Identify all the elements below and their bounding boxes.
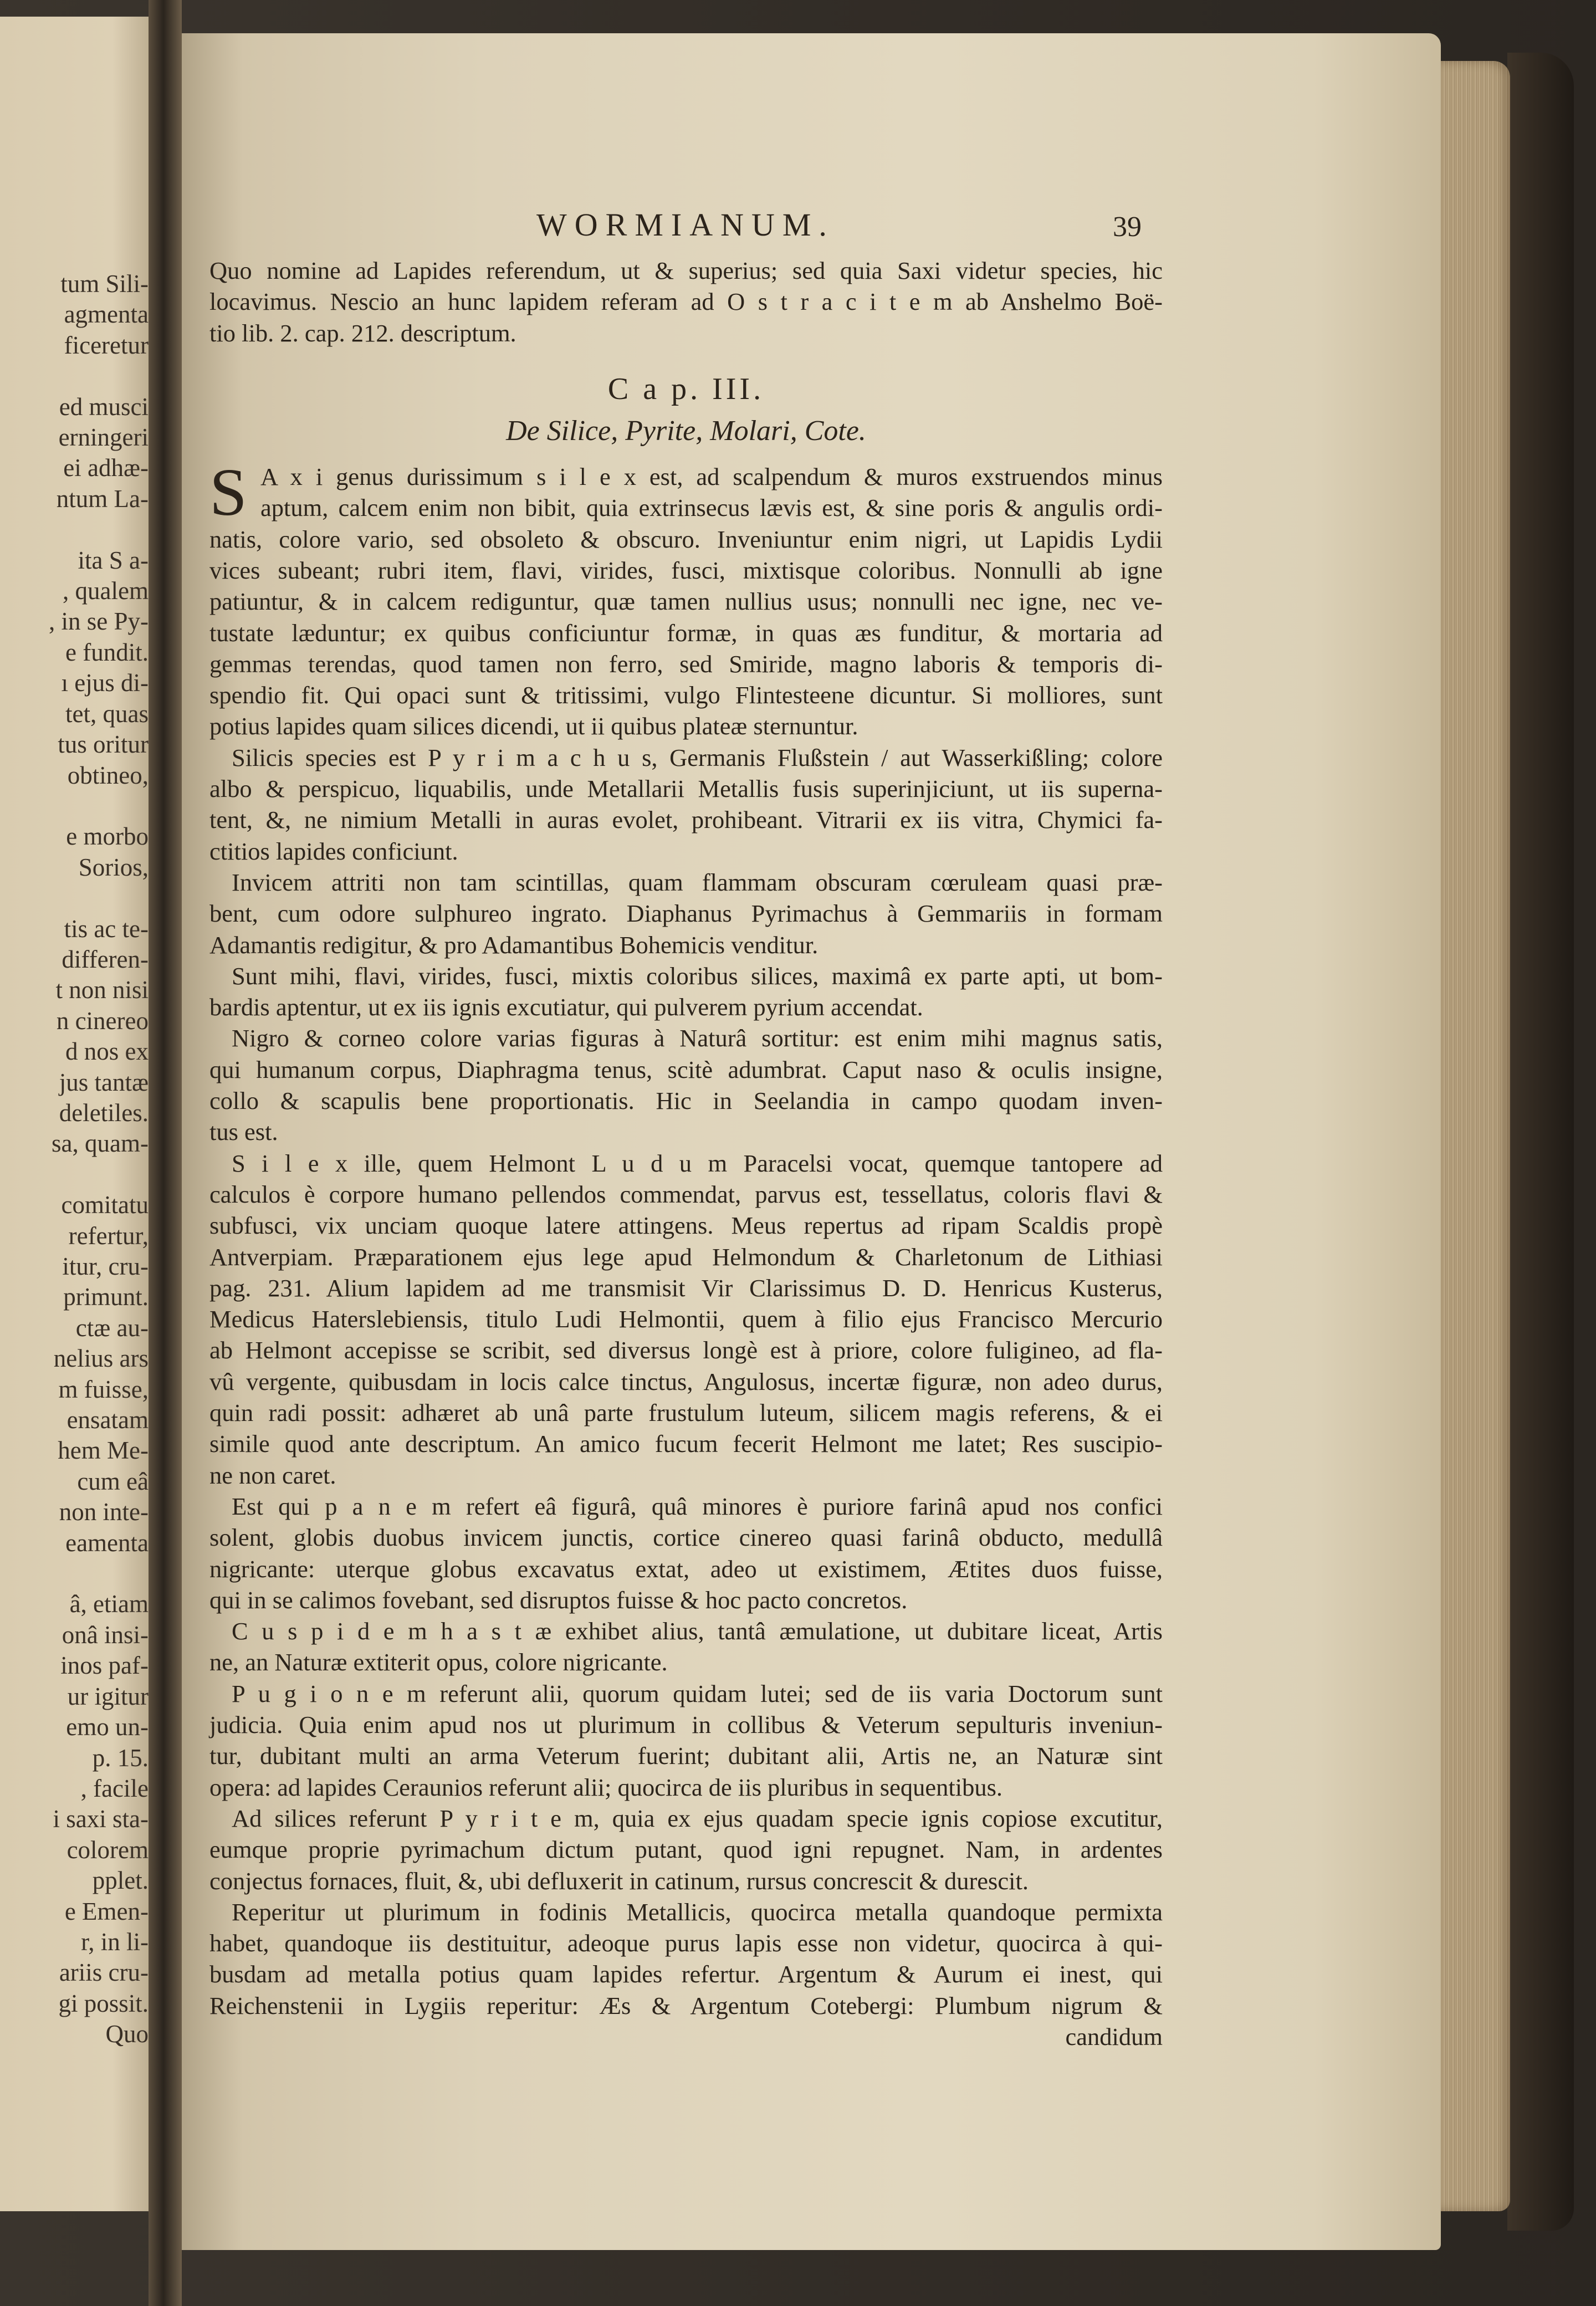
text-line: Est qui p a n e m refert eâ figurâ, quâ minores è puriore farinâ apud nos confici [232,1492,1163,1520]
verso-line-fragment: cum eâ [77,1467,149,1495]
verso-line-fragment [4,1159,149,1190]
verso-line-fragment: d nos ex [65,1037,149,1066]
verso-line-fragment: ı ejus di- [61,669,149,697]
verso-line-fragment: ariis cru- [59,1959,149,1987]
verso-line-fragment: ei adhæ- [63,454,149,482]
verso-line-fragment: m fuisse, [58,1375,149,1403]
verso-line-fragment: t non nisi [55,976,149,1004]
verso-line-fragment: hem Me- [58,1436,149,1465]
verso-line-fragment: colorem [66,1835,149,1864]
verso-line-fragment: erningeri [58,423,149,452]
chapter-subtitle: De Silice, Pyrite, Molari, Cote. [506,415,866,447]
text-line: Antverpiam. Præparationem ejus lege apud Helmondum & Charletonum de Lithiasi [209,1243,1163,1271]
running-title: WORMIANUM. [536,207,835,243]
text-line: Silicis species est P y r i m a c h u s, Germanis Flußstein / aut Wasserkißling; colore [232,743,1163,771]
text-line: Ad silices referunt P y r i t e m, quia ex ejus quadam specie ignis copiose excutitur, [232,1804,1163,1832]
book-gutter [149,0,182,2306]
text-line: tur, dubitant multi an arma Veterum fuerint; dubitant alii, Artis ne, an Naturæ sint [209,1742,1163,1770]
verso-line-fragment: refertur, [68,1221,149,1250]
verso-line-fragment: , in se Py- [49,607,149,636]
verso-line-fragment: eamenta [65,1528,149,1557]
text-line: opera: ad lapides Ceraunios referunt alii; quocirca de iis pluribus in sequentibus. [209,1773,1003,1801]
running-head [209,206,1163,250]
verso-line-fragment: deletiles. [59,1098,149,1127]
text-line: vû vergente, quibusdam in locis calce tinctus, Angulosus, incertæ figuræ, non adeo durus, [209,1367,1163,1395]
verso-line-fragment: Quo [105,2020,149,2048]
verso-line-fragment: obtineo, [67,761,149,789]
verso-line-fragment [4,791,149,821]
text-line: C u s p i d e m h a s t æ exhibet alius, tantâ æmulatione, ut dubitare liceat, Artis [232,1617,1163,1645]
verso-line-fragment [4,1558,149,1589]
verso-line-fragment: tet, quas [65,699,149,728]
verso-line-fragments [4,269,149,2050]
text-line: ne, an Naturæ extiterit opus, colore nigricante. [209,1648,668,1676]
text-line: Reperitur ut plurimum in fodinis Metallicis, quocirca metalla quandoque permixta [232,1898,1163,1926]
text-line: eumque proprie pyrimachum dictum putant, quod igni repugnet. Nam, in ardentes [209,1835,1163,1864]
verso-line-fragment: ctæ au- [75,1313,149,1342]
text-line: A x i genus durissimum s i l e x est, ad scalpendum & muros exstruendos minus [260,463,1163,490]
text-line: conjectus fornaces, fluit, &, ubi defluxerit in catinum, rursus concrescit & durescit. [209,1867,1029,1895]
verso-line-fragment: differen- [62,945,149,973]
text-line: patiuntur, & in calcem rediguntur, quæ tamen nullius usus; nonnulli nec igne, nec ve- [209,587,1163,616]
text-line: Nigro & corneo colore varias figuras à Naturâ sortitur: est enim mihi magnus satis, [232,1024,1163,1052]
verso-line-fragment: sa, quam- [52,1129,149,1158]
chapter-heading: C a p. III. [607,372,765,406]
text-line: gemmas terendas, quod tamen non ferro, sed Smiride, magno laboris & temporis di- [209,650,1163,678]
verso-line-fragment: , qualem [63,577,149,605]
verso-page-edge [0,17,161,2211]
text-line: ab Helmont accepisse se scribit, sed diversus longè est à priore, colore fuligineo, ad fla- [209,1336,1163,1364]
text-line: potius lapides quam silices dicendi, ut ii quibus plateæ sternuntur. [209,712,858,740]
text-line: Reichenstenii in Lygiis reperitur: Æs & Argentum Cotebergi: Plumbum nigrum & [209,1991,1163,2019]
verso-line-fragment: pplet. [92,1867,149,1895]
verso-line-fragment: nelius ars [53,1344,149,1373]
verso-line-fragment: tum Sili- [60,270,149,298]
text-line: subfusci, vix unciam quoque latere attingens. Meus repertus ad ripam Scaldis propè [209,1211,1163,1240]
verso-line-fragment: ur igitur [67,1682,149,1710]
text-line: Quo nomine ad Lapides referendum, ut & superius; sed quia Saxi videtur species, hic [209,257,1163,284]
verso-line-fragment: e Emen- [64,1897,149,1925]
verso-line-fragment: comitatu [61,1191,149,1219]
verso-line-fragment: , facile [80,1774,149,1802]
catchword: candidum [1065,2023,1163,2051]
verso-line-fragment: tis ac te- [64,914,149,943]
verso-line-fragment: i saxi sta- [53,1805,149,1833]
verso-line-fragment: jus tantæ [59,1068,149,1096]
verso-line-fragment: itur, cru- [62,1252,149,1280]
text-line: tustate læduntur; ex quibus conficiuntur formæ, in quas æs funditur, & mortaria ad [209,618,1163,647]
verso-line-fragment: r, in li- [81,1927,149,1956]
text-line: ne non caret. [209,1461,336,1489]
drop-cap-initial: S [209,455,247,530]
text-line: S i l e x ille, quem Helmont L u d u m Paracelsi vocat, quemque tantopere ad [232,1149,1163,1177]
verso-line-fragment: emo un- [66,1713,149,1741]
verso-line-fragment: Sorios, [78,853,149,881]
text-line: locavimus. Nescio an hunc lapidem referam ad O s t r a c i t e m ab Anshelmo Boë- [209,288,1163,316]
verso-line-fragment: ita S a- [78,546,149,574]
verso-line-fragment: primunt. [63,1283,149,1311]
text-line: ctitios lapides conficiunt. [209,837,458,865]
text-line: bent, cum odore sulphureo ingrato. Diaphanus Pyrimachus à Gemmariis in formam [209,899,1163,928]
text-line: qui humanum corpus, Diaphragma tenus, scitè adumbrat. Caput naso & oculis insigne, [209,1055,1163,1083]
verso-line-fragment: ensatam [66,1406,149,1434]
text-line: vices subeant; rubri item, flavi, virides, fusci, mixtisque coloribus. Nonnulli ab igne [209,556,1163,584]
text-line: tus est. [209,1118,278,1146]
verso-line-fragment: inos paf- [60,1651,149,1680]
text-line: quin radi possit: adhæret ab unâ parte frustulum luteum, silicem magis referens, & ei [209,1399,1163,1426]
text-line: Medicus Haterslebiensis, titulo Ludi Helmontii, quem à filio ejus Francisco Mercurio [209,1305,1163,1333]
text-line: aptum, calcem enim non bibit, quia extrinsecus lævis est, & sine poris & angulis ordi- [260,494,1163,522]
verso-line-fragment: n cinereo [56,1006,149,1035]
text-line: Invicem attriti non tam scintillas, quam flammam obscuram cœruleam quasi præ- [232,868,1163,896]
verso-line-fragment: e fundit. [65,638,149,666]
verso-line-fragment: onâ insi- [62,1620,149,1649]
text-line: Adamantis redigitur, & pro Adamantibus Bohemicis venditur. [209,930,819,959]
verso-line-fragment: tus oritur [58,730,149,759]
verso-line-fragment: gi possit. [58,1989,149,2017]
text-line: bardis aptentur, ut ex iis ignis excutiatur, qui pulverem pyrium accendat. [209,993,923,1021]
text-line: natis, colore vario, sed obsoleto & obscuro. Inveniuntur enim nigri, ut Lapidis Lydii [209,525,1163,553]
verso-line-fragment: ficeretur [64,331,149,359]
text-line: P u g i o n e m referunt alii, quorum quidam lutei; sed de iis varia Doctorum sunt [232,1679,1163,1707]
text-line: spendio fit. Qui opaci sunt & tritissimi, vulgo Flintesteene dicuntur. Si molliores, sunt [209,681,1163,709]
verso-line-fragment [4,361,149,391]
verso-line-fragment: non inte- [59,1498,149,1526]
text-line: Sunt mihi, flavi, virides, fusci, mixtis coloribus silices, maximâ ex parte apti, ut bom- [232,962,1163,990]
page-number: 39 [1113,211,1142,243]
text-line: nigricante: uterque globus excavatus extat, adeo ut existimem, Ætites duos fuisse, [209,1555,1163,1583]
text-line: tio lib. 2. cap. 212. descriptum. [209,319,516,347]
text-line: qui in se calimos fovebant, sed disruptos fuisse & hoc pacto concretos. [209,1586,908,1614]
verso-line-fragment [4,883,149,913]
text-line: solent, globis duobus invicem junctis, cortice cinereo quasi farinâ obducto, medullâ [209,1523,1163,1552]
book-cover-edge [1507,53,1574,2231]
verso-line-fragment [4,514,149,545]
text-line: habet, quandoque iis destituitur, adeoque purus lapis esse non videtur, quocirca à qui- [209,1929,1163,1957]
verso-line-fragment: ed musci [59,392,149,421]
verso-line-fragment: agmenta [64,300,149,329]
verso-line-fragment: â, etiam [69,1590,149,1618]
text-line: busdam ad metalla potius quam lapides refertur. Argentum & Aurum ei inest, qui [209,1960,1163,1988]
verso-line-fragment: p. 15. [92,1743,149,1772]
text-line: calculos è corpore humano pellendos commendat, parvus est, tessellatus, coloris flavi & [209,1180,1163,1208]
text-line: albo & perspicuo, liquabilis, unde Metallarii Metallis fusis superinjiciunt, ut iis superna- [209,775,1163,802]
text-line: judicia. Quia enim apud nos ut plurimum in collibus & Veterum sepulturis inveniun- [209,1711,1163,1739]
text-line: simile quod ante descriptum. An amico fucum fecerit Helmont me latet; Res suscipio- [209,1430,1163,1458]
text-line: tent, &, ne nimium Metalli in auras evolet, prohibeant. Vitrarii ex iis vitra, Chymici fa- [209,806,1163,834]
verso-line-fragment: e morbo [66,822,149,851]
text-line: collo & scapulis bene proportionatis. Hic in Seelandia in campo quodam inven- [209,1087,1163,1114]
verso-line-fragment: ntum La- [56,484,149,513]
text-line: pag. 231. Alium lapidem ad me transmisit Vir Clarissimus D. D. Henricus Kusterus, [209,1274,1163,1302]
